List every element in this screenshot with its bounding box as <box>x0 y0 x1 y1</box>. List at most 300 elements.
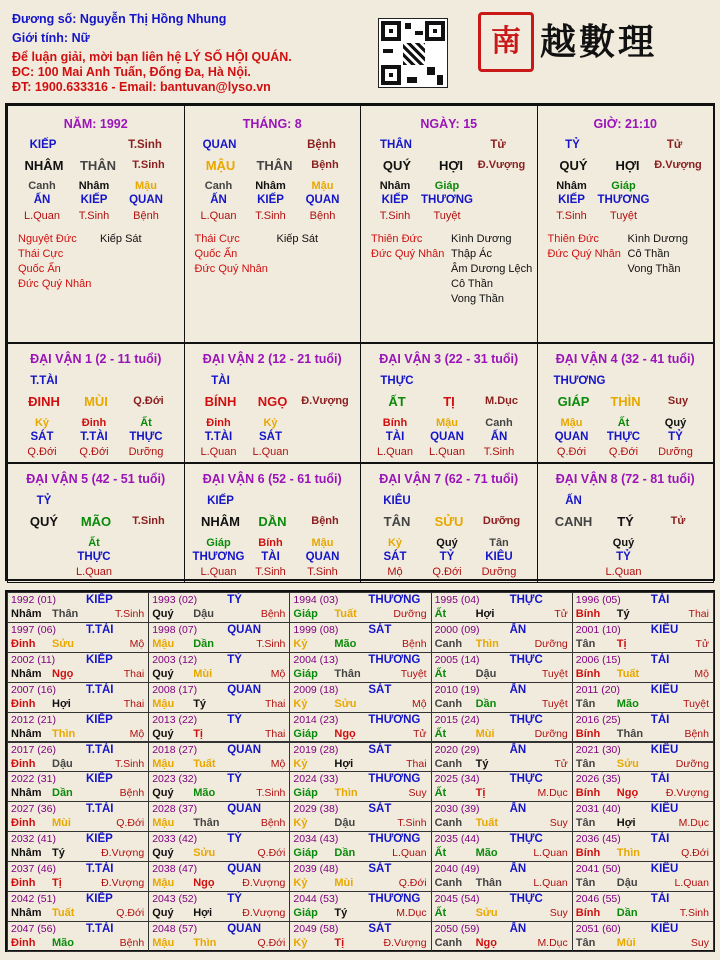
dai-van-cell <box>7 463 185 583</box>
hidden-god: QUAN <box>305 550 340 563</box>
year-label: 1995 (04) <box>434 594 480 606</box>
hidden-stem: Canh <box>485 417 513 429</box>
year-god: T.TÀI <box>86 863 114 876</box>
hidden-god: TỶ <box>616 550 631 563</box>
year-label: 2049 (58) <box>293 922 339 935</box>
star: Quốc Ấn <box>194 248 238 260</box>
year-stage: Mộ <box>129 637 145 650</box>
year-stage: Tử <box>413 727 427 740</box>
dai-van-god: KIÊU <box>383 494 411 507</box>
year-stage: Dưỡng <box>393 608 427 620</box>
dai-van-stage: Đ.Vượng <box>301 395 349 407</box>
year-branch: Sửu <box>52 637 75 650</box>
year-stem: Ất <box>434 727 447 740</box>
year-cell <box>7 771 149 802</box>
year-stem: Kỷ <box>293 877 308 890</box>
year-branch: Mùi <box>475 727 495 740</box>
year-label: 1996 (05) <box>575 594 621 606</box>
hidden-stage: Tuyệt <box>609 210 638 222</box>
year-stage: Suy <box>549 907 568 919</box>
year-stem: Tân <box>575 757 596 770</box>
year-god: THỰC <box>509 653 543 666</box>
year-cell <box>289 831 431 862</box>
hidden-stem: Giáp <box>611 180 636 192</box>
year-cell <box>572 742 714 773</box>
year-branch: Mão <box>475 847 498 860</box>
hidden-god: ẤN <box>33 194 51 206</box>
year-label: 2046 (55) <box>575 893 621 905</box>
year-cell <box>148 861 290 892</box>
year-stage: Thai <box>688 608 709 620</box>
year-cell <box>572 592 714 623</box>
year-label: 2026 (35) <box>575 773 621 786</box>
hidden-god: T.TÀI <box>80 431 108 443</box>
star: Cô Thần <box>451 278 493 290</box>
hidden-god: THỰC <box>606 431 641 443</box>
hidden-stem: Đinh <box>81 417 107 429</box>
year-god: THƯƠNG <box>368 713 421 726</box>
dai-van-cell <box>184 463 362 583</box>
year-branch: Tị <box>334 936 345 949</box>
star: Thiên Đức <box>371 233 423 245</box>
pillar-title: GIỜ: 21:10 <box>593 117 657 131</box>
year-branch: Sửu <box>475 907 498 919</box>
year-god: QUAN <box>227 922 262 935</box>
star: Thiên Đức <box>547 233 599 245</box>
year-god: KIÊU <box>650 683 679 696</box>
year-branch: Tị <box>52 877 62 890</box>
year-label: 2014 (23) <box>293 713 339 726</box>
year-stem: Ất <box>434 787 447 800</box>
year-branch: Thìn <box>193 936 217 949</box>
hidden-stem: Ất <box>617 417 630 429</box>
year-cell <box>7 712 149 743</box>
year-branch: Tý <box>193 697 207 710</box>
year-god: TÀI <box>650 594 670 606</box>
year-branch: Tị <box>193 727 203 740</box>
year-label: 2002 (11) <box>11 653 56 666</box>
year-god: THƯƠNG <box>368 893 421 905</box>
year-label: 1993 (02) <box>152 594 198 606</box>
year-god: THỰC <box>509 893 543 905</box>
year-stem: Mậu <box>152 817 175 830</box>
year-label: 2037 (46) <box>11 863 56 876</box>
year-stage: Q.Đới <box>116 907 145 919</box>
year-stem: Bính <box>575 667 601 680</box>
dai-van-stem: ĐINH <box>28 394 60 409</box>
dai-van-title: ĐẠI VẬN 5 (42 - 51 tuổi) <box>26 471 166 486</box>
year-stage: Q.Đới <box>257 847 286 860</box>
dai-van-god: THƯƠNG <box>553 375 606 387</box>
phone-email: ĐT: 1900.633316 - Email: bantuvan@lyso.vn <box>12 80 271 94</box>
year-cell <box>148 771 290 802</box>
hidden-stem: Canh <box>204 180 233 192</box>
hidden-stage: Mộ <box>387 565 403 578</box>
year-stem: Nhâm <box>11 608 42 620</box>
year-stem: Kỷ <box>293 936 308 949</box>
year-stage: Q.Đới <box>681 847 709 860</box>
dai-van-stage: M.Dục <box>485 395 518 407</box>
year-branch: Thìn <box>52 727 76 740</box>
pillar-god: THÂN <box>380 139 412 151</box>
year-cell <box>431 921 573 952</box>
year-stem: Mậu <box>152 697 175 710</box>
hidden-stem: Nhâm <box>379 180 411 192</box>
hidden-stage: T.Sinh <box>307 565 338 578</box>
pillar-stem: NHÂM <box>24 158 64 173</box>
year-label: 2030 (39) <box>434 803 480 816</box>
year-cell <box>148 682 290 713</box>
hidden-god: SÁT <box>259 431 282 443</box>
year-stage: T.Sinh <box>397 817 427 830</box>
year-god: THƯƠNG <box>368 653 421 666</box>
qr-code-icon[interactable] <box>378 18 448 88</box>
dai-van-stage: Tử <box>670 514 686 527</box>
year-stem: Giáp <box>293 727 318 740</box>
year-stage: Thai <box>123 667 145 680</box>
year-stem: Kỷ <box>293 637 308 650</box>
year-stage: Tuyệt <box>541 697 568 710</box>
year-stem: Canh <box>434 637 463 650</box>
year-branch: Dần <box>52 787 73 800</box>
year-cell <box>431 891 573 922</box>
dai-van-branch: DẦN <box>258 513 287 529</box>
year-branch: Tuất <box>334 608 357 620</box>
star: Vong Thần <box>627 263 681 275</box>
year-label: 2038 (47) <box>152 863 198 876</box>
dai-van-branch: THÌN <box>610 394 641 409</box>
year-branch: Mùi <box>193 667 213 680</box>
star: Thập Ác <box>451 248 492 260</box>
year-stem: Nhâm <box>11 787 42 800</box>
year-god: KIẾP <box>86 833 113 846</box>
year-cell <box>431 712 573 743</box>
year-stage: Thai <box>264 727 286 740</box>
year-stage: Bệnh <box>260 817 286 830</box>
year-cell <box>148 742 290 773</box>
year-label: 2024 (33) <box>293 773 339 786</box>
year-stage: L.Quan <box>674 877 709 890</box>
year-stem: Bính <box>575 907 601 919</box>
year-label: 2018 (27) <box>152 743 198 756</box>
pillar-cell <box>537 105 715 343</box>
hidden-god: THƯƠNG <box>421 194 473 206</box>
year-stem: Kỷ <box>293 817 308 830</box>
dai-van-stage: T.Sinh <box>132 514 165 527</box>
year-label: 2017 (26) <box>11 743 56 756</box>
year-branch: Mão <box>334 637 357 650</box>
year-god: TỶ <box>227 773 242 786</box>
year-stage: Mộ <box>129 727 145 740</box>
year-label: 2010 (19) <box>434 683 480 696</box>
year-stem: Mậu <box>152 637 175 650</box>
year-stem: Giáp <box>293 847 318 860</box>
dai-van-stem: GIÁP <box>557 394 590 409</box>
dai-van-title: ĐẠI VẬN 1 (2 - 11 tuổi) <box>30 352 162 366</box>
year-stem: Ất <box>434 907 447 919</box>
hidden-god: KIẾP <box>381 194 409 206</box>
year-cell <box>431 831 573 862</box>
year-stem: Mậu <box>152 936 175 949</box>
pillar-branch-stage: Đ.Vượng <box>654 159 702 171</box>
year-stage: Thai <box>406 757 427 770</box>
dai-van-branch: NGỌ <box>257 394 288 409</box>
year-cell <box>148 592 290 623</box>
year-cell <box>431 592 573 623</box>
hidden-stem: Giáp <box>206 536 231 549</box>
year-label: 1994 (03) <box>293 594 339 606</box>
year-cell <box>289 921 431 952</box>
dai-van-stem: BÍNH <box>204 394 237 409</box>
hidden-god: ẤN <box>490 431 508 443</box>
year-god: KIẾP <box>86 773 113 786</box>
hidden-stem: Ất <box>88 536 100 549</box>
year-cell <box>289 682 431 713</box>
year-stage: Đ.Vượng <box>242 907 286 919</box>
year-branch: Hợi <box>193 907 213 919</box>
year-branch: Tị <box>475 787 486 800</box>
hidden-stem: Mậu <box>436 417 458 429</box>
year-cell <box>572 801 714 832</box>
year-god: ẤN <box>509 922 527 935</box>
dai-van-title: ĐẠI VẬN 8 (72 - 81 tuổi) <box>555 471 695 486</box>
year-stage: L.Quan <box>533 877 568 890</box>
year-stem: Nhâm <box>11 667 42 680</box>
year-label: 2021 (30) <box>575 743 621 756</box>
hidden-stage: L.Quan <box>200 565 237 578</box>
year-label: 2012 (21) <box>11 713 56 726</box>
star: Kình Dương <box>451 233 512 245</box>
year-label: 1998 (07) <box>152 623 198 636</box>
year-stem: Đinh <box>11 936 36 949</box>
year-stage: Đ.Vượng <box>101 847 145 860</box>
dai-van-title: ĐẠI VẬN 2 (12 - 21 tuổi) <box>202 352 342 366</box>
year-label: 2023 (32) <box>152 773 198 786</box>
year-god: ẤN <box>509 623 527 636</box>
hidden-stem: Đinh <box>206 417 231 429</box>
year-branch: Dậu <box>334 817 356 830</box>
year-stem: Bính <box>575 608 601 620</box>
year-cell <box>431 622 573 653</box>
year-cell <box>289 801 431 832</box>
year-branch: Thân <box>616 727 644 740</box>
dai-van-cell <box>7 343 185 463</box>
year-god: SÁT <box>368 683 392 696</box>
year-label: 2048 (57) <box>152 922 198 935</box>
hidden-god: TỶ <box>668 431 683 443</box>
year-branch: Tuất <box>52 907 75 919</box>
year-branch: Dần <box>334 847 356 860</box>
year-stem: Tân <box>575 936 596 949</box>
year-branch: Dần <box>616 907 638 919</box>
hidden-god: QUAN <box>129 194 163 206</box>
year-branch: Thìn <box>475 637 499 650</box>
year-god: THƯƠNG <box>368 773 421 786</box>
hidden-stage: L.Quan <box>200 210 237 222</box>
hidden-stage: Bệnh <box>309 210 336 222</box>
year-stem: Bính <box>575 787 601 800</box>
year-god: T.TÀI <box>86 623 114 636</box>
pillar-stage: Bệnh <box>307 139 336 151</box>
hidden-god: T.TÀI <box>204 431 233 443</box>
year-label: 2040 (49) <box>434 863 480 876</box>
year-cell <box>7 831 149 862</box>
year-stem: Giáp <box>293 608 318 620</box>
star: Đức Quý Nhân <box>194 263 268 275</box>
hidden-stage: Dưỡng <box>481 565 517 578</box>
year-cell <box>289 861 431 892</box>
dai-van-cell <box>360 463 538 583</box>
year-god: KIÊU <box>650 623 679 636</box>
year-label: 2016 (25) <box>575 713 621 726</box>
year-cell <box>572 831 714 862</box>
year-stage: Suy <box>408 787 427 800</box>
year-cell <box>289 622 431 653</box>
year-branch: Tý <box>616 608 630 620</box>
pillar-god: KIẾP <box>29 139 57 151</box>
hidden-stage: Q.Đới <box>27 446 57 458</box>
year-label: 2008 (17) <box>152 683 198 696</box>
hidden-stage: Dưỡng <box>658 446 693 458</box>
year-branch: Ngọ <box>475 936 497 949</box>
year-label: 2047 (56) <box>11 922 56 935</box>
year-branch: Ngọ <box>616 787 639 800</box>
year-stem: Tân <box>575 817 596 830</box>
year-god: SÁT <box>368 863 392 876</box>
hidden-god: QUAN <box>305 194 340 206</box>
hidden-god: TÀI <box>385 431 405 443</box>
year-stage: Tuyệt <box>541 667 568 680</box>
gender: Giới tính: Nữ <box>12 31 90 45</box>
year-cell <box>431 682 573 713</box>
year-stem: Đinh <box>11 757 36 770</box>
year-stage: M.Dục <box>396 907 427 919</box>
year-cell <box>572 891 714 922</box>
year-label: 2033 (42) <box>152 833 198 846</box>
star: Âm Dương Lệch <box>451 263 533 275</box>
year-label: 2013 (22) <box>152 713 198 726</box>
year-stage: Đ.Vượng <box>383 936 427 949</box>
hidden-stage: T.Sinh <box>78 210 110 222</box>
year-cell <box>572 652 714 683</box>
year-label: 2051 (60) <box>575 922 621 935</box>
hidden-god: KIÊU <box>485 550 513 563</box>
year-stage: Mộ <box>270 667 286 680</box>
dai-van-god: THỰC <box>380 375 414 387</box>
year-label: 2032 (41) <box>11 833 56 846</box>
year-branch: Dậu <box>193 608 214 620</box>
year-stem: Canh <box>434 877 463 890</box>
year-stem: Tân <box>575 877 596 890</box>
year-cell <box>289 712 431 743</box>
year-god: THỰC <box>509 713 543 726</box>
year-cell <box>7 652 149 683</box>
year-cell <box>148 712 290 743</box>
year-stem: Bính <box>575 847 601 860</box>
pillar-stem: QUÝ <box>382 158 412 173</box>
year-branch: Hợi <box>616 817 636 830</box>
year-stem: Canh <box>434 817 463 830</box>
chart-grid <box>5 103 715 581</box>
year-god: T.TÀI <box>86 803 114 816</box>
hidden-stem: Giáp <box>434 180 460 192</box>
hidden-stem: Bính <box>258 536 283 549</box>
year-branch: Ngọ <box>334 727 356 740</box>
pillar-branch: HỢI <box>438 158 464 173</box>
hidden-stem: Mậu <box>311 536 334 549</box>
year-cell <box>431 771 573 802</box>
year-stage: Dưỡng <box>675 757 709 770</box>
pillar-stem: QUÝ <box>559 158 588 173</box>
header <box>0 0 720 100</box>
year-cell <box>572 682 714 713</box>
year-branch: Mão <box>52 936 74 949</box>
star: Đức Quý Nhân <box>371 248 445 260</box>
year-stem: Giáp <box>293 667 318 680</box>
year-label: 2000 (09) <box>434 623 480 636</box>
year-cell <box>572 921 714 952</box>
year-stem: Canh <box>434 697 463 710</box>
year-stem: Mậu <box>152 757 175 770</box>
year-branch: Ngọ <box>193 877 215 890</box>
pillar-branch: THÂN <box>79 158 117 173</box>
year-cell <box>148 622 290 653</box>
year-god: KIẾP <box>86 653 113 666</box>
year-label: 2007 (16) <box>11 683 56 696</box>
year-stem: Quý <box>152 608 174 620</box>
year-branch: Tị <box>616 637 627 650</box>
year-stage: T.Sinh <box>115 757 145 770</box>
year-god: TỶ <box>227 713 242 726</box>
year-god: ẤN <box>509 863 527 876</box>
year-god: TỶ <box>227 594 242 606</box>
hidden-stage: T.Sinh <box>255 210 286 222</box>
year-god: KIÊU <box>650 863 679 876</box>
hidden-stem: Nhâm <box>78 180 110 192</box>
year-branch: Sửu <box>616 757 639 770</box>
year-cell <box>7 592 149 623</box>
hidden-stem: Mậu <box>311 180 334 192</box>
year-branch: Ngọ <box>52 667 74 680</box>
hidden-stage: Q.Đới <box>432 565 462 578</box>
year-god: SÁT <box>368 922 392 935</box>
hidden-stage: Tuyệt <box>433 210 461 222</box>
year-stem: Canh <box>434 757 463 770</box>
year-god: KIÊU <box>650 803 679 816</box>
hidden-god: THỰC <box>129 431 163 443</box>
year-branch: Dậu <box>52 757 73 770</box>
year-cell <box>572 771 714 802</box>
year-label: 2031 (40) <box>575 803 621 816</box>
year-cell <box>572 861 714 892</box>
year-branch: Hợi <box>52 697 71 710</box>
hidden-god: THƯƠNG <box>597 194 650 206</box>
year-stage: Bệnh <box>402 637 427 650</box>
dai-van-title: ĐẠI VẬN 6 (52 - 61 tuổi) <box>202 471 342 486</box>
year-cell <box>148 921 290 952</box>
hidden-stem: Mậu <box>135 180 157 192</box>
year-cell <box>7 921 149 952</box>
year-branch: Mùi <box>616 936 636 949</box>
hidden-stage: L.Quan <box>605 565 642 578</box>
year-stage: Dưỡng <box>534 727 568 740</box>
year-cell <box>7 622 149 653</box>
year-branch: Tuất <box>475 817 498 830</box>
year-cell <box>431 801 573 832</box>
year-branch: Dậu <box>616 877 638 890</box>
year-cell <box>431 861 573 892</box>
year-stage: Q.Đới <box>257 936 286 949</box>
